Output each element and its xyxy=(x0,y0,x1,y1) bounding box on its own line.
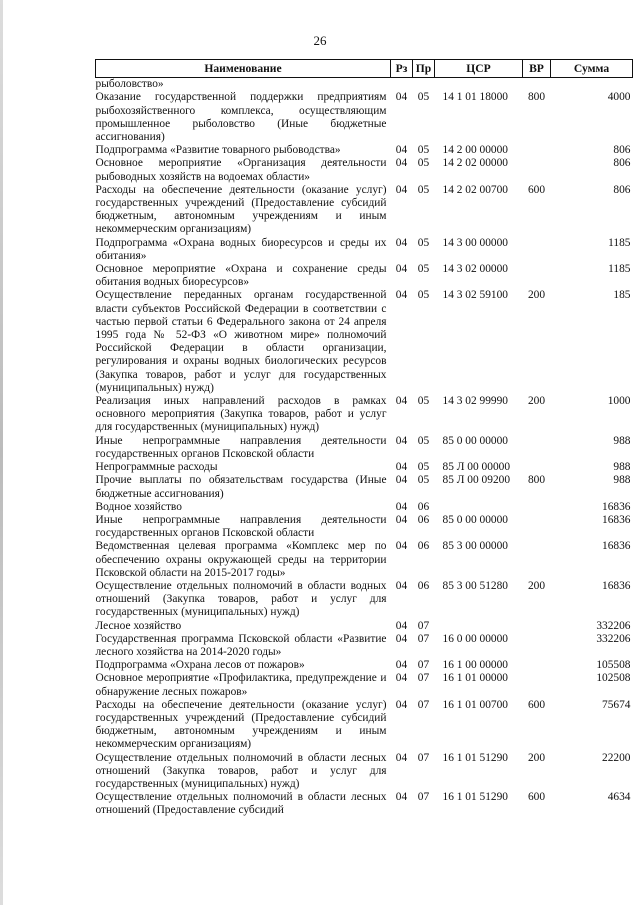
cell-rz: 04 xyxy=(395,91,408,104)
cell-vr xyxy=(523,620,551,633)
cell-sum: 16836 xyxy=(602,513,631,526)
table-row xyxy=(96,435,633,461)
cell-rz: 04 xyxy=(395,513,408,526)
cell-csr: 14 2 02 00700 xyxy=(442,183,508,196)
cell-vr xyxy=(523,263,551,289)
cell-rz: 04 xyxy=(395,263,408,276)
table-row xyxy=(96,78,633,92)
cell-rz: 04 xyxy=(395,395,408,408)
header-csr: ЦСР xyxy=(435,60,523,78)
cell-name: Государственная программа Псковской области «Развитие лесного хозяйства на 2014-2020 годы» xyxy=(95,632,387,658)
cell-rz xyxy=(391,78,413,92)
table-row xyxy=(96,144,633,157)
cell-name: Осуществление отдельных полномочий в области водных отношений (Закупка товаров, работ и услуг для государственных (муниципальных) нужд) xyxy=(95,579,387,619)
cell-sum: 806 xyxy=(613,157,631,170)
cell-rz: 04 xyxy=(395,157,408,170)
table-header-row xyxy=(96,60,633,78)
table-row xyxy=(96,157,633,183)
scan-edge xyxy=(0,0,3,905)
cell-sum: 806 xyxy=(613,183,631,196)
cell-csr xyxy=(435,620,523,633)
cell-rz: 04 xyxy=(395,791,408,804)
header-sum: Сумма xyxy=(551,60,633,78)
cell-vr xyxy=(523,633,551,659)
cell-csr: 14 3 00 00000 xyxy=(442,236,508,249)
table-row xyxy=(96,184,633,237)
cell-pr: 07 xyxy=(417,672,430,685)
table-row xyxy=(96,791,633,817)
cell-vr xyxy=(523,237,551,263)
cell-vr xyxy=(523,659,551,672)
cell-sum: 4000 xyxy=(607,91,631,104)
cell-sum: 988 xyxy=(613,434,631,447)
cell-rz: 04 xyxy=(395,540,408,553)
cell-pr: 05 xyxy=(417,461,430,474)
cell-csr: 16 1 01 00700 xyxy=(442,698,508,711)
cell-csr: 14 1 01 18000 xyxy=(442,91,508,104)
cell-name: Прочие выплаты по обязательствам государства (Иные бюджетные ассигнования) xyxy=(95,474,387,500)
cell-csr xyxy=(435,78,523,92)
cell-sum: 332206 xyxy=(596,619,631,632)
cell-name: Осуществление отдельных полномочий в области лесных отношений (Предоставление субсидий xyxy=(95,791,387,817)
cell-vr xyxy=(523,157,551,183)
budget-table xyxy=(95,59,633,818)
cell-vr: 800 xyxy=(527,91,546,104)
cell-pr: 07 xyxy=(417,632,430,645)
cell-csr: 16 1 01 51290 xyxy=(442,751,508,764)
cell-name: Подпрограмма «Охрана лесов от пожаров» xyxy=(95,659,305,672)
cell-csr: 85 0 00 00000 xyxy=(442,513,508,526)
cell-name: Подпрограмма «Развитие товарного рыбоводства» xyxy=(95,144,341,157)
cell-pr: 06 xyxy=(417,579,430,592)
cell-pr: 07 xyxy=(417,791,430,804)
cell-csr xyxy=(435,501,523,514)
cell-pr: 05 xyxy=(417,474,430,487)
cell-pr: 05 xyxy=(417,395,430,408)
cell-vr xyxy=(523,540,551,580)
cell-vr xyxy=(523,435,551,461)
table-row xyxy=(96,237,633,263)
cell-name: Лесное хозяйство xyxy=(95,619,182,632)
cell-pr: 05 xyxy=(417,289,430,302)
cell-sum: 16836 xyxy=(602,579,631,592)
cell-pr: 05 xyxy=(417,91,430,104)
cell-sum: 4634 xyxy=(607,791,631,804)
cell-sum: 22200 xyxy=(602,751,631,764)
cell-name: Иные непрограммные направления деятельности государственных органов Псковской области xyxy=(95,513,387,540)
cell-csr: 14 3 02 99990 xyxy=(442,395,508,408)
cell-sum: 16836 xyxy=(602,540,631,553)
cell-pr: 07 xyxy=(417,619,430,632)
cell-csr: 16 1 01 51290 xyxy=(442,791,508,804)
header-pr: Пр xyxy=(413,60,435,78)
table-row xyxy=(96,620,633,633)
cell-name: Осуществление отдельных полномочий в области лесных отношений (Закупка товаров, работ и услуг для государственных (муниципальных) нужд) xyxy=(95,751,387,790)
cell-name: Подпрограмма «Охрана водных биоресурсов и среды их обитания» xyxy=(95,236,387,262)
cell-rz: 04 xyxy=(395,144,408,157)
table-row xyxy=(96,91,633,144)
table-row xyxy=(96,633,633,659)
cell-pr: 05 xyxy=(417,434,430,447)
cell-sum: 988 xyxy=(613,461,631,474)
table-row xyxy=(96,672,633,698)
cell-sum: 75674 xyxy=(602,698,631,711)
cell-pr: 06 xyxy=(417,500,430,513)
cell-name: Непрограммные расходы xyxy=(95,461,218,474)
table-row xyxy=(96,752,633,792)
cell-csr: 14 2 02 00000 xyxy=(442,157,508,170)
cell-vr: 600 xyxy=(527,791,546,804)
table-row xyxy=(96,501,633,514)
cell-rz: 04 xyxy=(395,236,408,249)
cell-pr: 07 xyxy=(417,698,430,711)
cell-pr: 05 xyxy=(417,263,430,276)
cell-sum: 1185 xyxy=(608,263,631,276)
cell-csr: 16 0 00 00000 xyxy=(442,632,508,645)
cell-rz: 04 xyxy=(395,698,408,711)
cell-vr: 600 xyxy=(527,183,546,196)
cell-vr xyxy=(523,514,551,540)
cell-sum xyxy=(551,78,633,92)
cell-sum: 988 xyxy=(613,474,631,487)
cell-pr: 06 xyxy=(417,513,430,526)
table-row xyxy=(96,474,633,500)
cell-vr: 200 xyxy=(527,579,546,592)
cell-csr: 16 1 01 00000 xyxy=(442,672,508,685)
cell-rz: 04 xyxy=(395,659,408,672)
header-vr: ВР xyxy=(523,60,551,78)
cell-vr: 800 xyxy=(527,474,546,487)
cell-csr: 85 3 00 00000 xyxy=(442,540,508,553)
table-row xyxy=(96,461,633,474)
cell-sum: 806 xyxy=(613,144,631,157)
cell-sum: 332206 xyxy=(596,632,631,645)
page-number: 26 xyxy=(313,33,327,48)
cell-pr: 05 xyxy=(417,157,430,170)
cell-vr xyxy=(523,672,551,698)
cell-sum: 16836 xyxy=(602,500,631,513)
cell-vr xyxy=(523,461,551,474)
cell-vr: 600 xyxy=(527,698,546,711)
cell-pr: 07 xyxy=(417,751,430,764)
table-row xyxy=(96,699,633,752)
table-row xyxy=(96,395,633,435)
cell-name: Иные непрограммные направления деятельности государственных органов Псковской области xyxy=(95,434,387,460)
cell-rz: 04 xyxy=(395,500,408,513)
cell-sum: 102508 xyxy=(596,672,631,685)
header-name: Наименование xyxy=(96,60,391,78)
cell-name: Оказание государственной поддержки предприятиям рыбохозяйственного комплекса, осуществляющим промышленное рыболовство (Иные бюджетные ассигнования) xyxy=(95,91,387,144)
cell-vr xyxy=(523,144,551,157)
cell-sum: 1185 xyxy=(608,236,631,249)
cell-rz: 04 xyxy=(395,434,408,447)
table-row xyxy=(96,580,633,620)
cell-rz: 04 xyxy=(395,461,408,474)
cell-sum: 1000 xyxy=(607,395,631,408)
cell-rz: 04 xyxy=(395,183,408,196)
table-row xyxy=(96,263,633,289)
cell-rz: 04 xyxy=(395,672,408,685)
cell-name: Ведомственная целевая программа «Комплекс мер по обеспечению охраны окружающей среды на территории Псковской области на 2015-2017 годы» xyxy=(95,540,387,579)
cell-vr: 200 xyxy=(527,395,546,408)
table-row xyxy=(96,659,633,672)
cell-sum: 105508 xyxy=(596,659,631,672)
cell-csr: 85 Л 00 09200 xyxy=(442,474,511,487)
cell-pr: 05 xyxy=(417,183,430,196)
cell-vr xyxy=(523,78,551,92)
cell-sum: 185 xyxy=(613,289,631,302)
cell-csr: 85 3 00 51280 xyxy=(442,579,508,592)
cell-csr: 85 Л 00 00000 xyxy=(442,461,511,474)
header-rz: Рз xyxy=(391,60,413,78)
cell-csr: 14 3 02 59100 xyxy=(442,289,508,302)
table-row xyxy=(96,289,633,395)
cell-rz: 04 xyxy=(395,474,408,487)
cell-name: Основное мероприятие «Профилактика, предупреждение и обнаружение лесных пожаров» xyxy=(95,672,387,698)
cell-name: Основное мероприятие «Организация деятельности рыбоводных хозяйств на водоемах области» xyxy=(95,157,387,183)
cell-rz: 04 xyxy=(395,632,408,645)
cell-pr: 05 xyxy=(417,144,430,157)
cell-pr: 06 xyxy=(417,540,430,553)
cell-name: Расходы на обеспечение деятельности (оказание услуг) государственных учреждений (Предоставление субсидий бюджетным, автономным учреждениям и иным некоммерческим организациям) xyxy=(95,183,387,236)
cell-vr: 200 xyxy=(527,751,546,764)
cell-pr: 07 xyxy=(417,659,430,672)
cell-pr: 05 xyxy=(417,236,430,249)
cell-vr xyxy=(523,501,551,514)
cell-rz: 04 xyxy=(395,751,408,764)
table-row xyxy=(96,514,633,540)
cell-name: Осуществление переданных органам государственной власти субъектов Российской Федерации в соответствии с частью первой статьи 6 Федерального закона от 24 апреля 1995 года № 52-ФЗ «О животном мире» полномочий Российской Федерации в области организации, регулирования и охраны водных биологических ресурсов (Закупка товаров, работ и услуг для государственных (муниципальных) нужд) xyxy=(95,289,387,394)
cell-name: рыболовство» xyxy=(95,78,164,91)
cell-csr: 16 1 00 00000 xyxy=(442,659,508,672)
cell-rz: 04 xyxy=(395,579,408,592)
cell-rz: 04 xyxy=(395,289,408,302)
cell-name: Водное хозяйство xyxy=(95,500,182,513)
table-body xyxy=(96,78,633,818)
cell-name: Расходы на обеспечение деятельности (оказание услуг) государственных учреждений (Предоставление субсидий бюджетным, автономным учреждениям и иным некоммерческим организациям) xyxy=(95,698,387,751)
cell-name: Реализация иных направлений расходов в рамках основного мероприятия (Закупка товаров, работ и услуг для государственных (муниципальных) нужд) xyxy=(95,395,387,434)
cell-name: Основное мероприятие «Охрана и сохранение среды обитания водных биоресурсов» xyxy=(95,263,387,289)
cell-rz: 04 xyxy=(395,619,408,632)
cell-csr: 14 2 00 00000 xyxy=(442,144,508,157)
table-row xyxy=(96,540,633,580)
cell-csr: 14 3 02 00000 xyxy=(442,263,508,276)
cell-csr: 85 0 00 00000 xyxy=(442,434,508,447)
cell-vr: 200 xyxy=(527,289,546,302)
cell-pr xyxy=(413,78,435,92)
